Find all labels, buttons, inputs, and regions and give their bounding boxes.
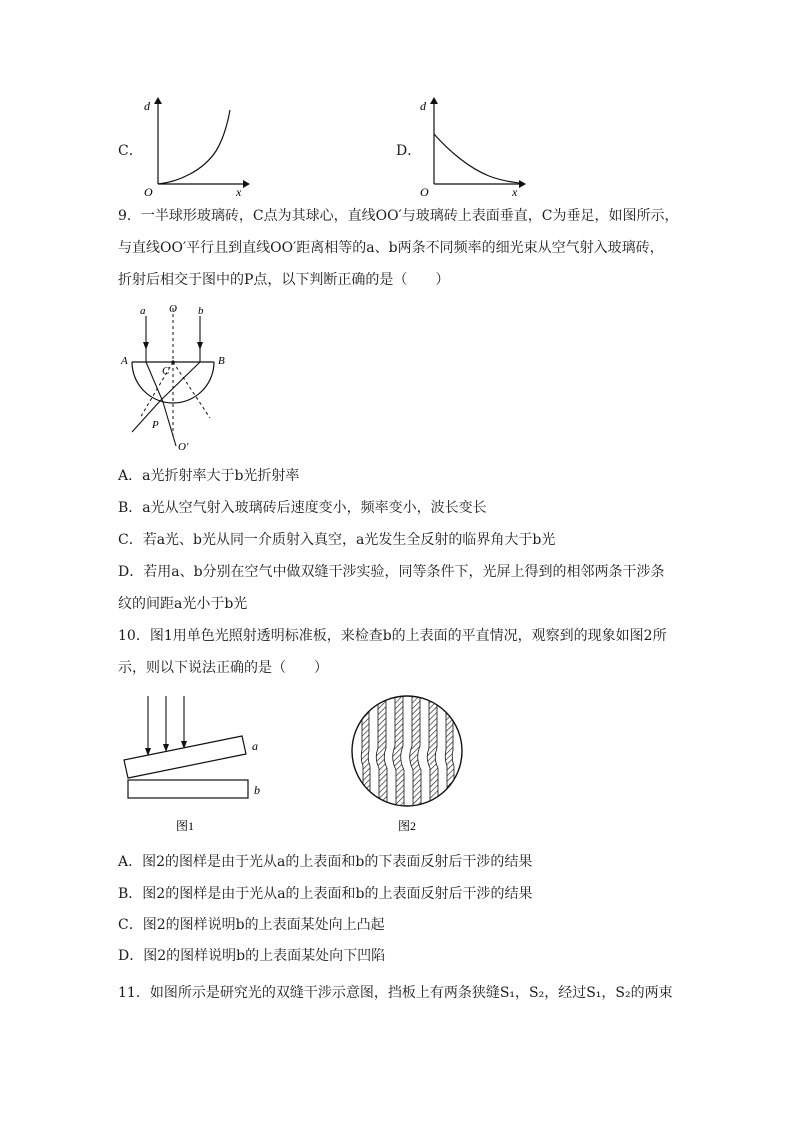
q9-stem-line3: 折射后相交于图中的P点，以下判断正确的是（ ） bbox=[118, 272, 450, 288]
center-point-c bbox=[171, 360, 174, 363]
fringe-1 bbox=[361, 690, 370, 820]
q10-figure-1 bbox=[118, 690, 278, 840]
label-b: b bbox=[254, 783, 260, 797]
q10-option-b: B．图2的图样是由于光从a的上表面和b的上表面反射后干涉的结果 bbox=[118, 886, 533, 902]
ray-a-exit bbox=[163, 402, 176, 446]
label-a: a bbox=[252, 739, 258, 753]
y-axis-label: d bbox=[420, 99, 426, 113]
q8-graph-d bbox=[414, 96, 526, 198]
q11-stem-line1: 11．如图所示是研究光的双缝干涉示意图，挡板上有两条狭缝S₁，S₂，经过S₁，S₂的两束 bbox=[118, 985, 673, 1001]
y-axis-arrow bbox=[154, 97, 162, 104]
x-axis-label: x bbox=[236, 185, 242, 198]
q10-stem-line2: 示，则以下说法正确的是（ ） bbox=[118, 660, 328, 676]
label-C: C bbox=[162, 365, 170, 377]
q9-stem-line2: 与直线OO′平行且到直线OO′距离相等的a、b两条不同频率的细光束从空气射入玻璃砖， bbox=[118, 240, 664, 256]
q9-option-d-line2: 纹的间距a光小于b光 bbox=[118, 596, 248, 612]
label-b: b bbox=[198, 305, 204, 317]
ray-a-arrow bbox=[143, 342, 149, 350]
plate-b bbox=[128, 780, 248, 798]
q10-figure-2 bbox=[340, 690, 480, 840]
y-axis-arrow bbox=[430, 97, 438, 104]
fringe-5 bbox=[427, 690, 438, 820]
ray-b-arrow bbox=[197, 342, 203, 350]
q10-option-a: A．图2的图样是由于光从a的上表面和b的下表面反射后干涉的结果 bbox=[118, 854, 533, 870]
figure-2-caption: 图2 bbox=[398, 819, 417, 833]
x-axis-arrow bbox=[243, 180, 250, 188]
x-axis-label: x bbox=[512, 185, 518, 198]
label-A: A bbox=[121, 355, 128, 367]
q8-option-d-label: D． bbox=[396, 143, 422, 159]
ray-a-refracted bbox=[146, 362, 163, 402]
y-axis-label: d bbox=[144, 99, 150, 113]
curve-decreasing bbox=[434, 134, 519, 183]
label-P: P bbox=[152, 419, 159, 431]
label-O-prime: O′ bbox=[178, 441, 189, 452]
q9-option-a: A．a光折射率大于b光折射率 bbox=[118, 468, 300, 484]
label-B: B bbox=[218, 355, 225, 367]
label-a: a bbox=[140, 305, 146, 317]
q9-option-c: C．若a光、b光从同一介质射入真空，a光发生全反射的临界角大于b光 bbox=[118, 532, 556, 548]
q9-option-b: B．a光从空气射入玻璃砖后速度变小，频率变小，波长变长 bbox=[118, 500, 487, 516]
interference-fringes bbox=[361, 690, 454, 820]
label-o: O bbox=[169, 303, 177, 315]
q10-stem-line1: 10．图1用单色光照射透明标准板，来检查b的上表面的平直情况，观察到的现象如图2所 bbox=[118, 628, 667, 644]
fringe-3 bbox=[393, 690, 404, 820]
fringe-6 bbox=[445, 690, 454, 820]
q8-graph-c bbox=[138, 96, 250, 198]
q10-option-c: C．图2的图样说明b的上表面某处向上凸起 bbox=[118, 917, 385, 933]
fringe-4 bbox=[410, 690, 421, 820]
origin-label: O bbox=[420, 185, 429, 198]
x-axis-arrow bbox=[519, 180, 526, 188]
origin-label: O bbox=[144, 185, 153, 198]
curve-increasing bbox=[158, 110, 230, 184]
q9-hemisphere-figure bbox=[118, 300, 238, 452]
q8-option-c-label: C． bbox=[118, 143, 143, 159]
q10-option-d: D．图2的图样说明b的上表面某处向下凹陷 bbox=[118, 948, 386, 964]
q9-stem-line1: 9．一半球形玻璃砖，C点为其球心，直线OO′与玻璃砖上表面垂直，C为垂足，如图所示， bbox=[118, 208, 679, 224]
figure-1-caption: 图1 bbox=[176, 819, 195, 833]
q9-option-d-line1: D．若用a、b分别在空气中做双缝干涉实验，同等条件下，光屏上得到的相邻两条干涉条 bbox=[118, 564, 665, 580]
